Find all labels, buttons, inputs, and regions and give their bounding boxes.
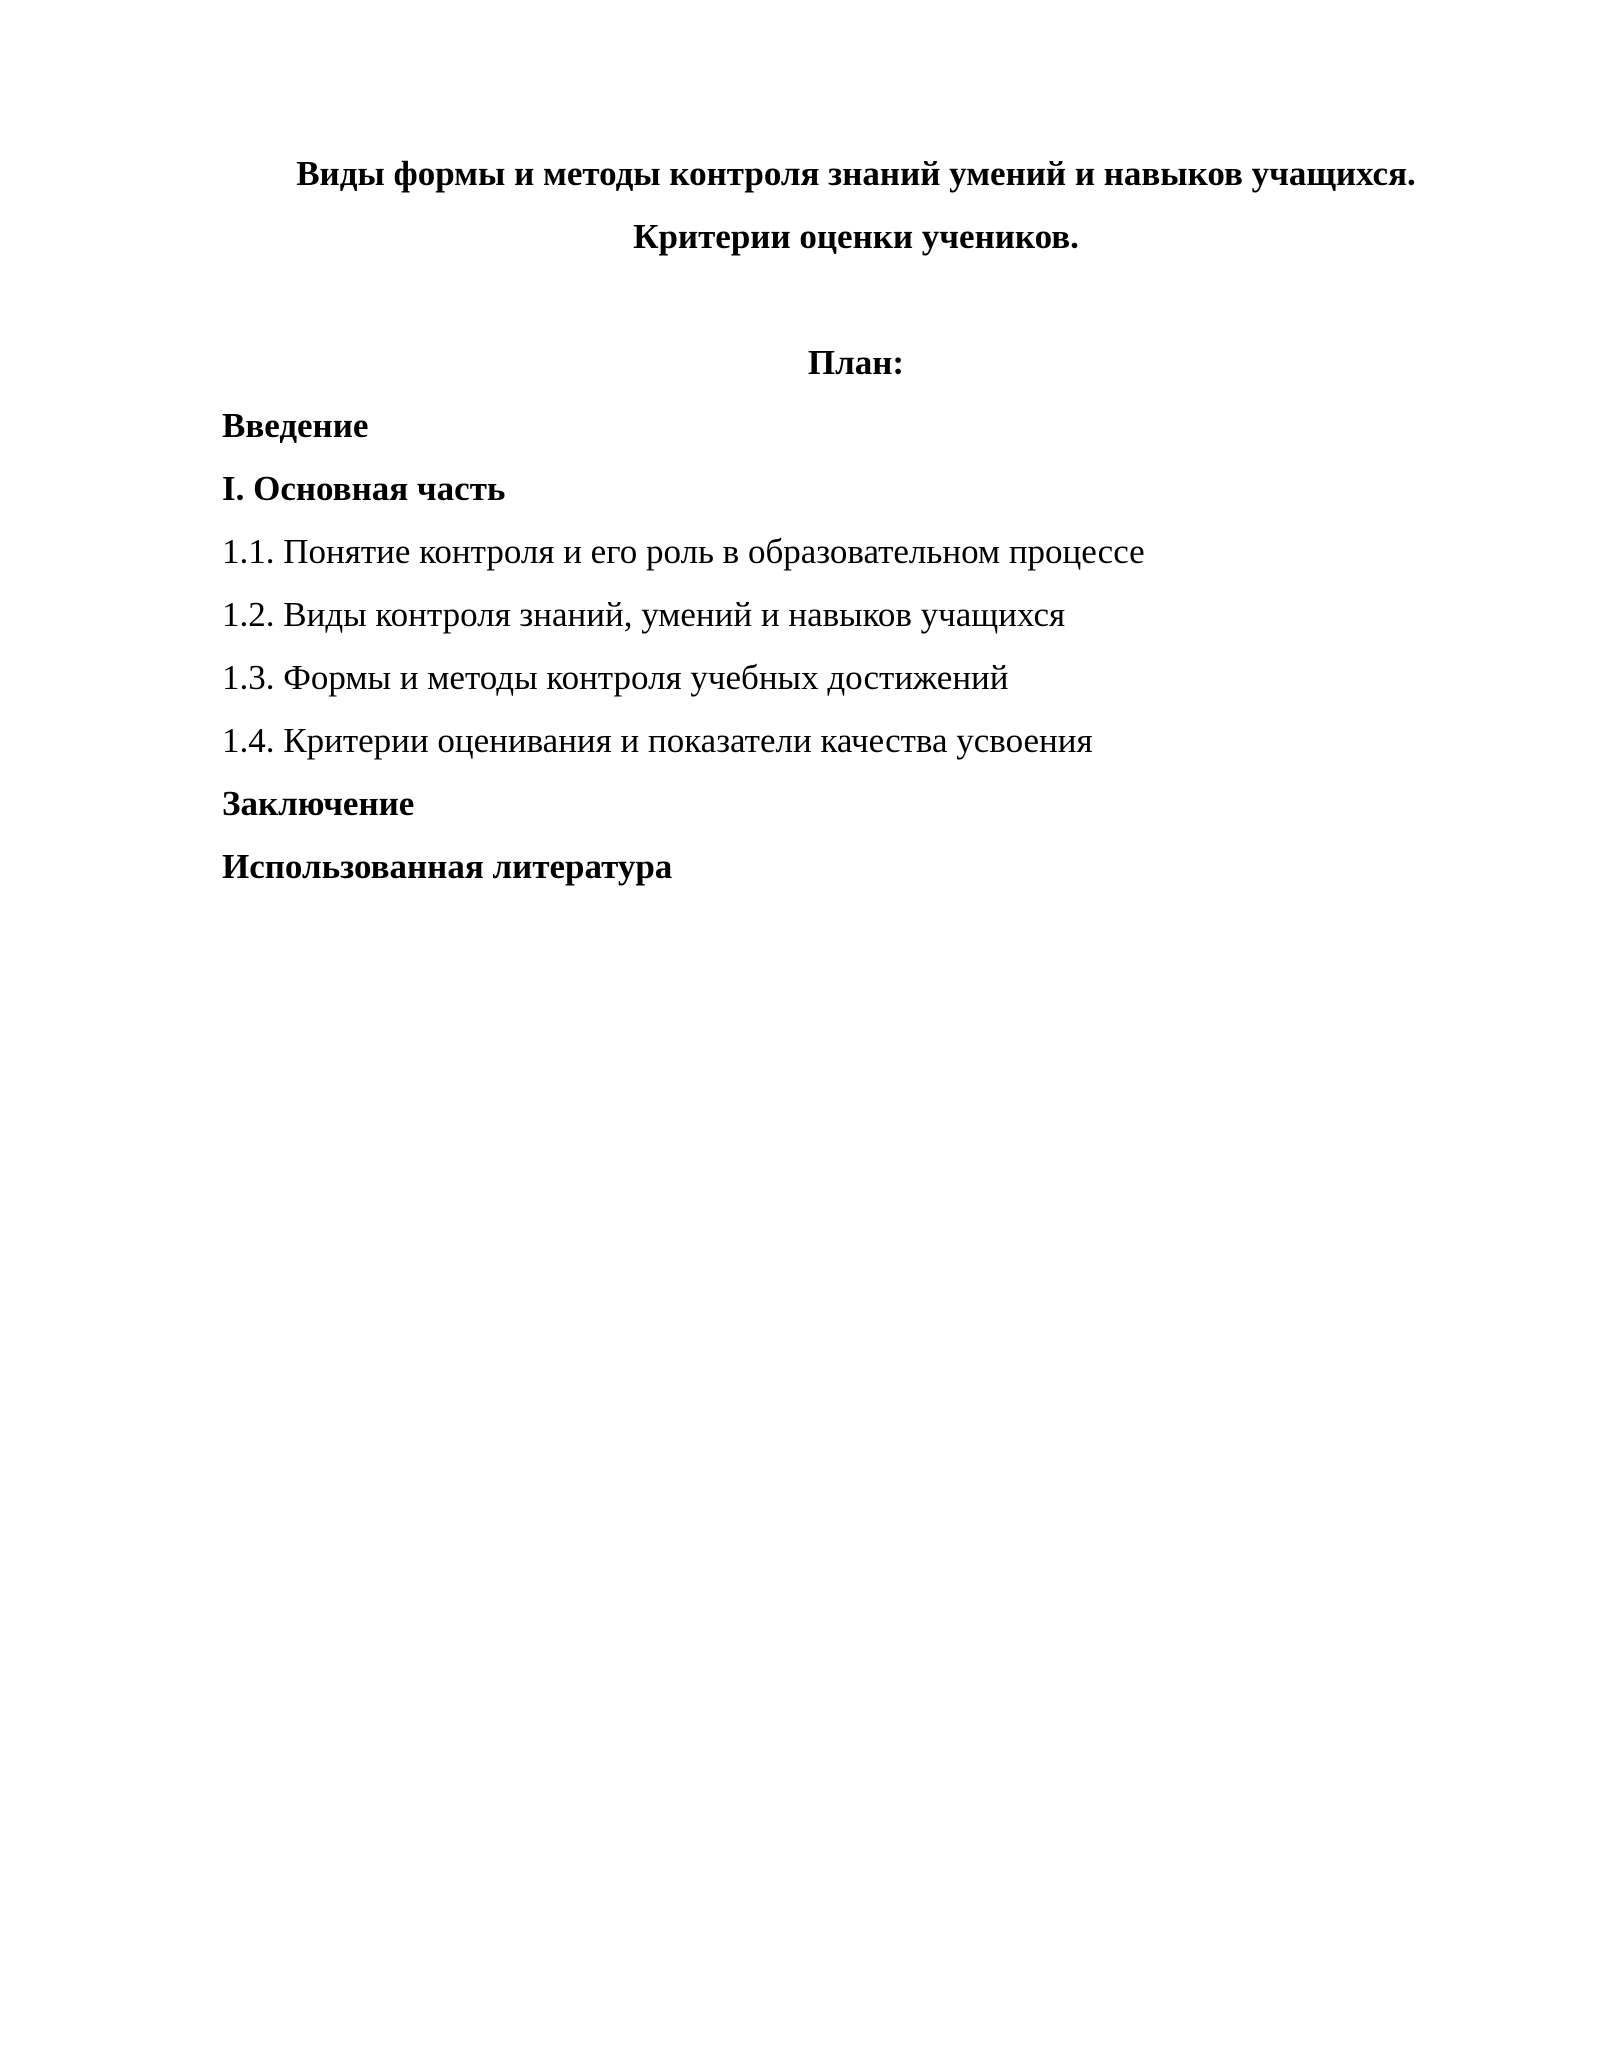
toc-item-1-1: 1.1. Понятие контроля и его роль в образовательном процессе — [222, 532, 1145, 571]
toc-item-conclusion: Заключение — [222, 784, 415, 823]
subtitle-line: Критерии оценки учеников. — [633, 217, 1079, 256]
toc-item-1-2: 1.2. Виды контроля знаний, умений и навыков учащихся — [222, 595, 1066, 634]
plan-heading: План: — [807, 343, 905, 382]
table-of-contents — [222, 394, 1490, 898]
title-line: Виды формы и методы контроля знаний умений и навыков учащихся. — [296, 154, 1416, 193]
toc-item-references: Использованная литература — [222, 847, 673, 886]
document-title — [222, 142, 1490, 268]
toc-item-main-part: I. Основная часть — [222, 469, 506, 508]
toc-item-1-4: 1.4. Критерии оценивания и показатели качества усвоения — [222, 721, 1093, 760]
toc-item-introduction: Введение — [222, 406, 369, 445]
toc-item-1-3: 1.3. Формы и методы контроля учебных достижений — [222, 658, 1009, 697]
